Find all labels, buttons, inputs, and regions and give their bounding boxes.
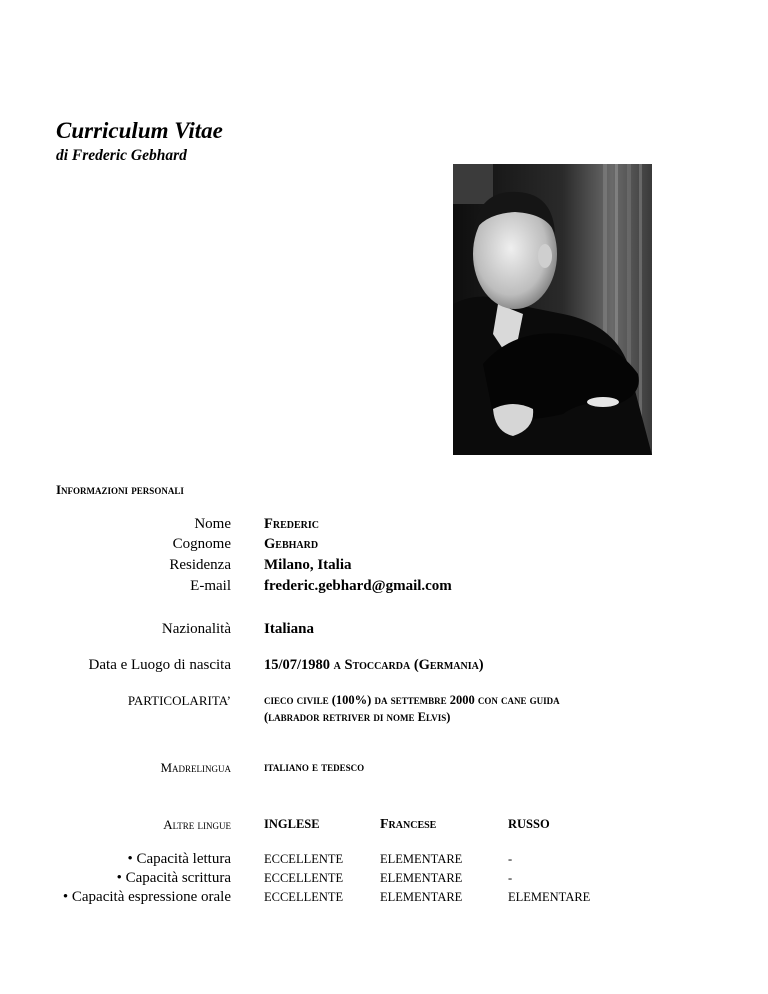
residenza-value: Milano, Italia <box>264 557 352 573</box>
nascita-label: Data e Luogo di nascita <box>88 657 231 673</box>
cognome-value: Gebhard <box>264 536 319 552</box>
lang-level: - <box>508 871 513 885</box>
email-value: frederic.gebhard@gmail.com <box>264 578 452 594</box>
page-title: Curriculum Vitae <box>56 118 223 143</box>
madrelingua-value: italiano e tedesco <box>264 760 365 774</box>
particolarita-value-line2: (labrador retriver di nome Elvis) <box>264 710 451 724</box>
lang-row-orale-label: • Capacità espressione orale <box>62 889 231 905</box>
nascita-value: 15/07/1980 a Stoccarda (Germania) <box>264 657 484 673</box>
lang-level: ELEMENTARE <box>380 852 463 866</box>
lang-level: ELEMENTARE <box>508 890 591 904</box>
email-label: E-mail <box>190 578 231 594</box>
lang-level: ELEMENTARE <box>380 890 463 904</box>
lang-level: ECCELLENTE <box>264 852 344 866</box>
nazionalita-value: Italiana <box>264 621 315 637</box>
lang-column-russo: RUSSO <box>508 817 550 831</box>
lang-column-francese: Francese <box>380 817 437 832</box>
portrait-photo-icon <box>453 164 652 455</box>
nome-label: Nome <box>194 516 231 532</box>
lang-level: ECCELLENTE <box>264 890 344 904</box>
lang-level: ECCELLENTE <box>264 871 344 885</box>
particolarita-value-line1: cieco civile (100%) da settembre 2000 con cane guida <box>264 693 560 707</box>
cognome-label: Cognome <box>172 536 231 552</box>
page-subtitle: di Frederic Gebhard <box>56 147 187 164</box>
residenza-label: Residenza <box>169 557 231 573</box>
portrait-photo <box>453 164 652 455</box>
madrelingua-label: Madrelingua <box>160 760 231 775</box>
particolarita-label: PARTICOLARITA’ <box>127 693 231 708</box>
lang-level: ELEMENTARE <box>380 871 463 885</box>
lang-row-lettura-label: • Capacità lettura <box>127 851 231 867</box>
section-heading: Informazioni personali <box>56 482 184 497</box>
lang-column-inglese: INGLESE <box>264 817 320 831</box>
lang-row-scrittura-label: • Capacità scrittura <box>116 870 231 886</box>
nome-value: Frederic <box>264 516 319 532</box>
nazionalita-label: Nazionalità <box>161 621 231 637</box>
altre-lingue-label: Altre lingue <box>163 817 231 832</box>
lang-level: - <box>508 852 513 866</box>
